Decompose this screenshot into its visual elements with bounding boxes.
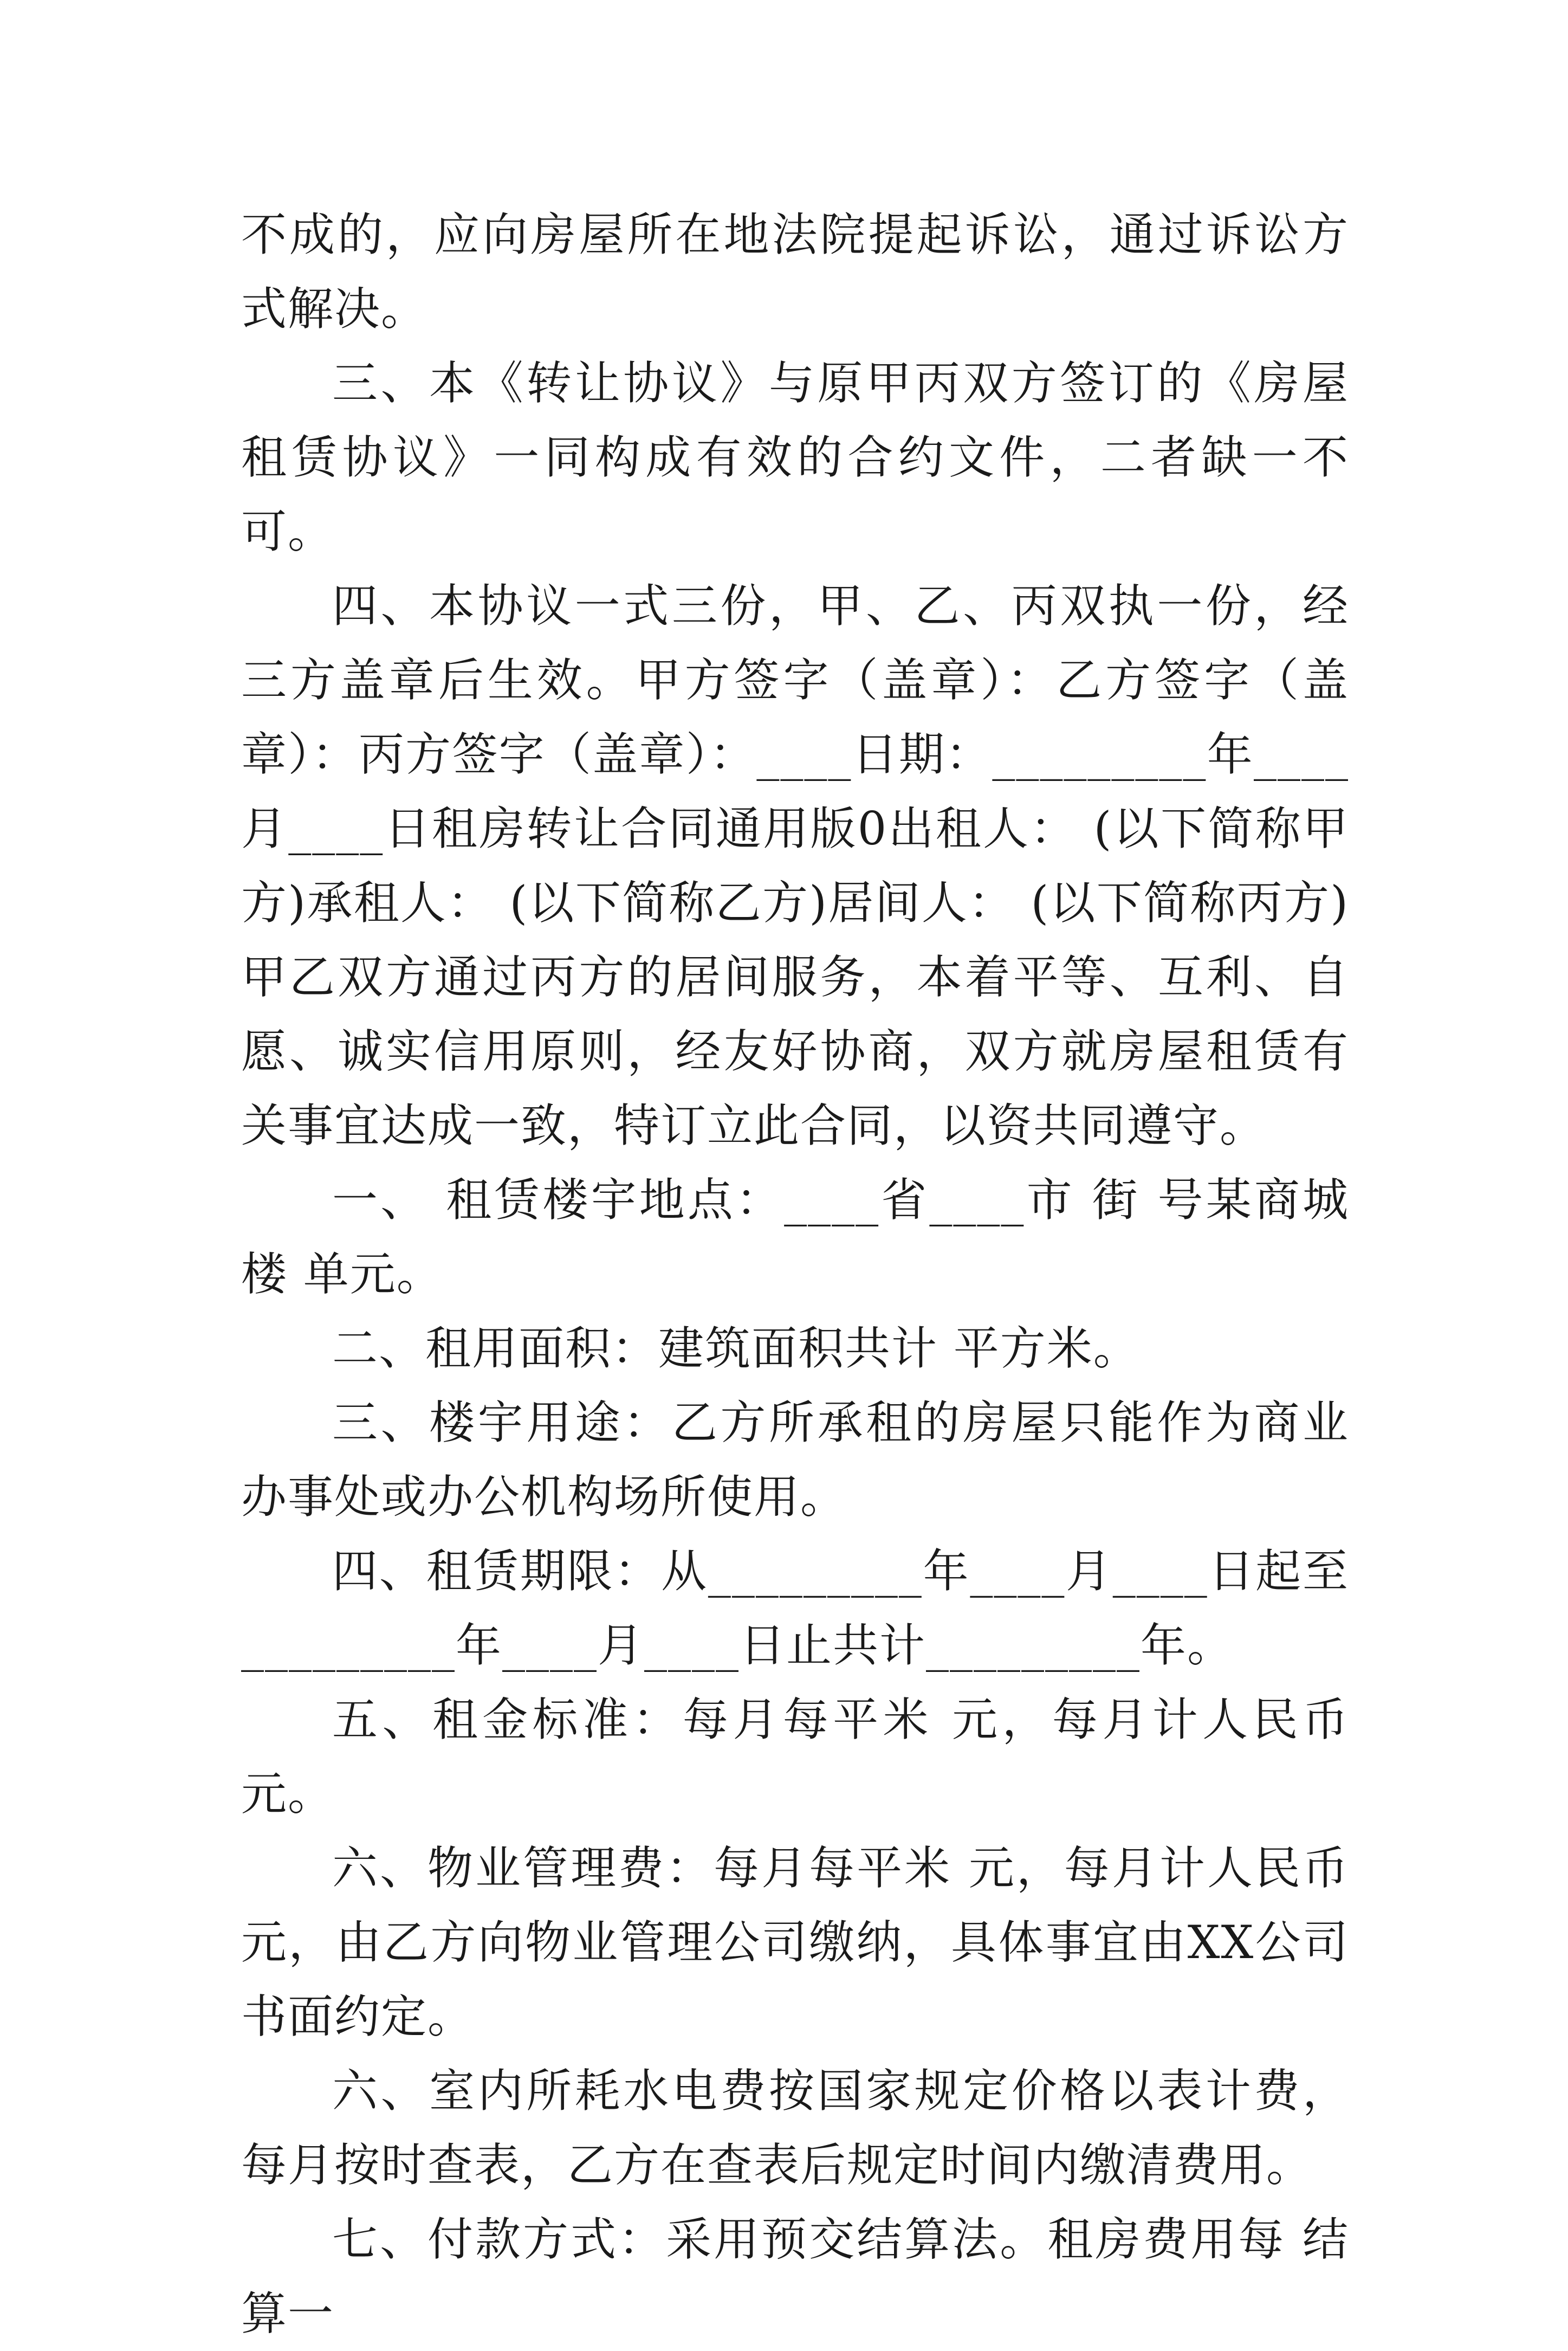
- paragraph-3: 四、本协议一式三份，甲、乙、丙双执一份，经三方盖章后生效。甲方签字（盖章）：乙方签字（盖章）：丙方签字（盖章）：____日期：_________年____月____日租房转让合同通用版0出租人： (以下简称甲方)承租人： (以下简称乙方)居间人： (以下简称丙方)甲乙双方通过丙方的居间服务，本着平等、互利、自愿、诚实信用原则，经友好协商，双方就房屋租赁有关事宜达成一致，特订立此合同，以资共同遵守。: [241, 579, 1349, 1152]
- paragraph-2: 三、本《转让协议》与原甲丙双方签订的《房屋租赁协议》一同构成有效的合约文件，二者缺一不可。: [241, 357, 1349, 558]
- document-body: [241, 198, 1349, 2351]
- paragraph-5: 二、租用面积：建筑面积共计 平方米。: [332, 1322, 1140, 1375]
- paragraph-11: 七、付款方式：采用预交结算法。租房费用每 结算一: [241, 2213, 1349, 2340]
- paragraph-9: 六、物业管理费：每月每平米 元，每月计人民币 元，由乙方向物业管理公司缴纳，具体事宜由XX公司书面约定。: [241, 1842, 1349, 2043]
- paragraph-10: 六、室内所耗水电费按国家规定价格以表计费，每月按时查表，乙方在查表后规定时间内缴清费用。: [241, 2064, 1349, 2192]
- paragraph-1: 不成的，应向房屋所在地法院提起诉讼，通过诉讼方式解决。: [241, 208, 1349, 335]
- paragraph-4: 一、 租赁楼宇地点：____省____市 街 号某商城 楼 单元。: [241, 1173, 1349, 1301]
- paragraph-8: 五、租金标准：每月每平米 元，每月计人民币 元。: [241, 1693, 1349, 1820]
- paragraph-7: 四、租赁期限：从_________年____月____日起至_________年____月____日止共计_________年。: [241, 1545, 1349, 1672]
- paragraph-6: 三、楼宇用途：乙方所承租的房屋只能作为商业办事处或办公机构场所使用。: [241, 1396, 1349, 1523]
